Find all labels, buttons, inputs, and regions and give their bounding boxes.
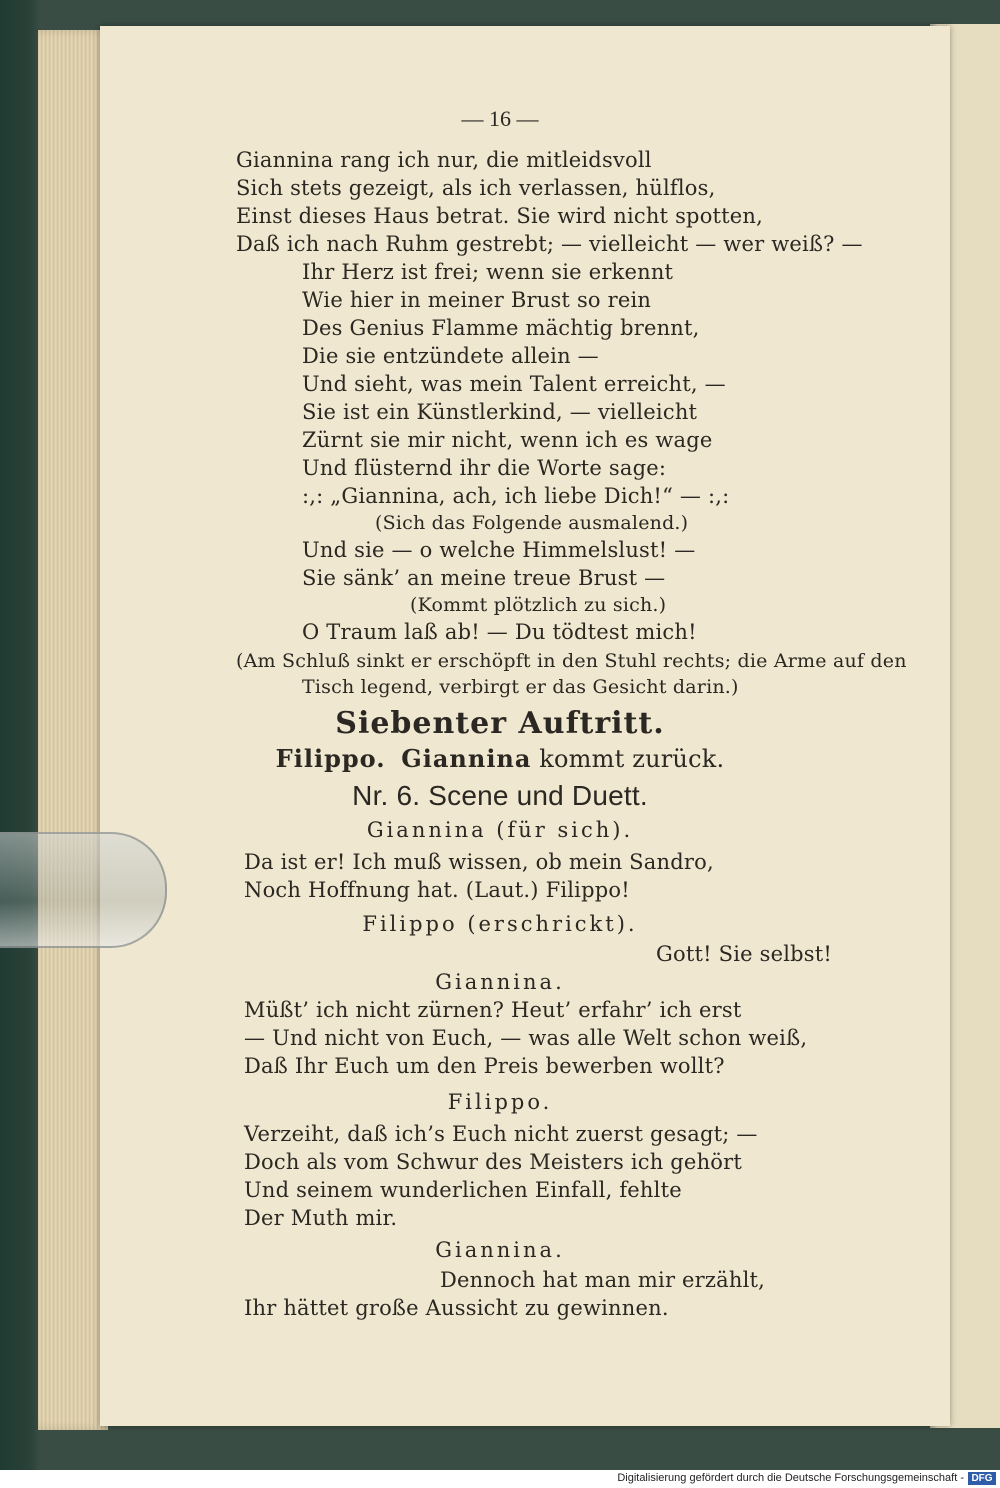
persons-line xyxy=(0,744,1000,773)
text-line: Müßt’ ich nicht zürnen? Heut’ erfahr’ ich erst xyxy=(244,998,742,1022)
stage-direction: (Kommt plötzlich zu sich.) xyxy=(410,594,667,616)
text-line: Da ist er! Ich muß wissen, ob mein Sandro, xyxy=(244,850,714,874)
text-line: Und sie — o welche Himmelslust! — xyxy=(302,538,696,562)
stage-direction: Tisch legend, verbirgt er das Gesicht darin.) xyxy=(302,676,739,698)
text-line: Wie hier in meiner Brust so rein xyxy=(302,288,652,312)
text-line: Und sieht, was mein Talent erreicht, — xyxy=(302,372,726,396)
text-line: :,: „Giannina, ach, ich liebe Dich!“ — :,: xyxy=(302,484,730,508)
text-line: Sie ist ein Künstlerkind, — vielleicht xyxy=(302,400,698,424)
page-number: — 16 — xyxy=(461,106,539,131)
text-line: Sie sänk’ an meine treue Brust — xyxy=(302,566,666,590)
speaker-label: Filippo. xyxy=(447,1090,553,1114)
text-line: Und flüsternd ihr die Worte sage: xyxy=(302,456,667,480)
person-giannina: Giannina xyxy=(401,744,532,773)
persons-action: kommt zurück. xyxy=(539,745,725,773)
text-line: Und seinem wunderlichen Einfall, fehlte xyxy=(244,1178,682,1202)
number-heading: Nr. 6. Scene und Duett. xyxy=(352,780,648,811)
text-line: Daß Ihr Euch um den Preis bewerben wollt? xyxy=(244,1054,725,1078)
text-line: Gott! Sie selbst! xyxy=(656,942,833,966)
text-line: Einst dieses Haus betrat. Sie wird nicht spotten, xyxy=(236,204,764,228)
text-line: Die sie entzündete allein — xyxy=(302,344,599,368)
dfg-logo: DFG xyxy=(968,1472,996,1485)
text-line: Noch Hoffnung hat. (Laut.) Filippo! xyxy=(244,878,630,902)
speaker-label: Filippo (erschrickt). xyxy=(362,912,638,936)
text-line: Zürnt sie mir nicht, wenn ich es wage xyxy=(302,428,713,452)
text-line: Doch als vom Schwur des Meisters ich gehört xyxy=(244,1150,743,1174)
funding-notice: Digitalisierung gefördert durch die Deutsche Forschungsgemeinschaft - xyxy=(617,1472,964,1484)
text-line: Der Muth mir. xyxy=(244,1206,398,1230)
text-line: O Traum laß ab! — Du tödtest mich! xyxy=(302,620,697,644)
person-filippo: Filippo. xyxy=(275,744,386,773)
text-line: Des Genius Flamme mächtig brennt, xyxy=(302,316,700,340)
text-line: Ihr hättet große Aussicht zu gewinnen. xyxy=(244,1296,669,1320)
text-line: Sich stets gezeigt, als ich verlassen, hülflos, xyxy=(236,176,716,200)
text-line: Daß ich nach Ruhm gestrebt; — vielleicht — wer weiß? — xyxy=(236,232,863,256)
text-line: Verzeiht, daß ich’s Euch nicht zuerst gesagt; — xyxy=(244,1122,758,1146)
speaker-label: Giannina (für sich). xyxy=(366,818,634,842)
stage-direction: (Sich das Folgende ausmalend.) xyxy=(375,512,689,534)
text-line: Giannina rang ich nur, die mitleidsvoll xyxy=(236,148,652,172)
scene-heading: Siebenter Auftritt. xyxy=(335,706,665,741)
speaker-label: Giannina. xyxy=(435,970,565,994)
page-clip xyxy=(0,832,167,948)
text-line: — Und nicht von Euch, — was alle Welt schon weiß, xyxy=(244,1026,808,1050)
text-line: Dennoch hat man mir erzählt, xyxy=(440,1268,766,1292)
speaker-label: Giannina. xyxy=(435,1238,565,1262)
stage-direction: (Am Schluß sinkt er erschöpft in den Stuhl rechts; die Arme auf den xyxy=(236,650,907,672)
text-line: Ihr Herz ist frei; wenn sie erkennt xyxy=(302,260,674,284)
